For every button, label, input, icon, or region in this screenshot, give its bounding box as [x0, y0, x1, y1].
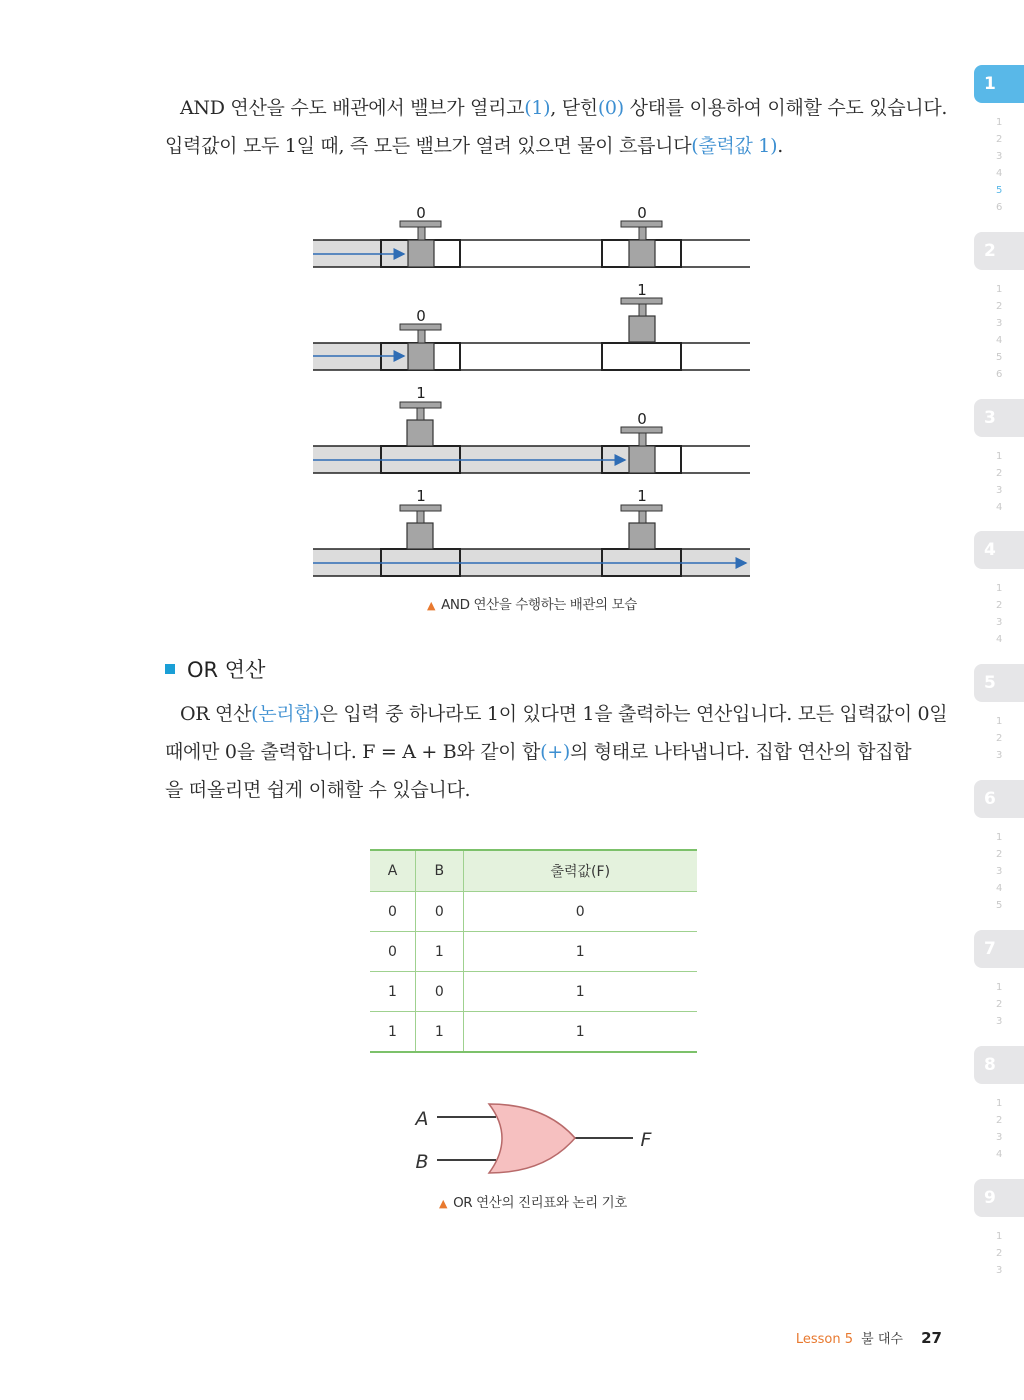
- page-number: 27: [921, 1329, 942, 1347]
- footer-title: 불 대수: [861, 1332, 903, 1347]
- sub-item[interactable]: 1: [996, 117, 1003, 128]
- chapter-3-subs: [996, 448, 1002, 516]
- table-cell: 0: [416, 892, 464, 932]
- or-line-1: OR 연산(논리합)은 입력 중 하나라도 1이 있다면 1을 출력하는 연산입니다. 모든 입력값이 0일: [180, 703, 948, 725]
- sub-item[interactable]: 1: [996, 1231, 1003, 1242]
- chapter-tab-5[interactable]: 5: [974, 664, 1024, 702]
- or-section-heading: OR 연산: [165, 654, 265, 684]
- chapter-tab-7[interactable]: 7: [974, 930, 1024, 968]
- chapter-6-subs: [996, 829, 1002, 914]
- chapter-1-subs: [996, 114, 1002, 216]
- sub-item[interactable]: 2: [996, 999, 1003, 1010]
- valve-label: 0: [637, 204, 647, 222]
- sub-item[interactable]: 2: [996, 849, 1003, 860]
- table-row: [370, 932, 697, 972]
- intro-paragraph: [165, 89, 948, 165]
- table-row: [370, 892, 697, 932]
- gate-caption: ▲ OR 연산의 진리표와 논리 기호: [439, 1195, 627, 1211]
- sub-item[interactable]: 4: [996, 634, 1003, 645]
- sub-item[interactable]: 2: [996, 600, 1003, 611]
- header-a: A: [370, 850, 416, 892]
- chapter-tab-8[interactable]: 8: [974, 1046, 1024, 1084]
- valve-label: 1: [637, 487, 647, 505]
- sub-item[interactable]: 1: [996, 716, 1003, 727]
- gate-output-f: F: [640, 1129, 652, 1151]
- sub-item-active[interactable]: 5: [996, 185, 1003, 196]
- valve-label: 0: [416, 204, 426, 222]
- sub-item[interactable]: 3: [996, 1016, 1003, 1027]
- sub-item[interactable]: 1: [996, 583, 1003, 594]
- pipe-row-3: [313, 384, 750, 473]
- caption-triangle-icon: ▲: [439, 1197, 448, 1210]
- gate-input-b: B: [415, 1151, 429, 1173]
- chapter-4-subs: [996, 580, 1002, 648]
- or-paragraph: [165, 695, 948, 809]
- sub-item[interactable]: 3: [996, 151, 1003, 162]
- chapter-9-subs: [996, 1228, 1002, 1279]
- chapter-tab-2[interactable]: 2: [974, 232, 1024, 270]
- table-row: [370, 972, 697, 1012]
- table-row: [370, 1012, 697, 1053]
- caption-triangle-icon: ▲: [427, 599, 436, 612]
- table-cell: 0: [463, 892, 697, 932]
- chapter-side-nav: [964, 0, 1024, 1400]
- sub-item[interactable]: 4: [996, 1149, 1003, 1160]
- sub-item[interactable]: 1: [996, 451, 1003, 462]
- table-cell: 1: [370, 972, 416, 1012]
- sub-item[interactable]: 3: [996, 485, 1003, 496]
- or-gate-symbol: [400, 1090, 670, 1180]
- sub-item[interactable]: 3: [996, 1132, 1003, 1143]
- intro-line-2: 입력값이 모두 1일 때, 즉 모든 밸브가 열려 있으면 물이 흐릅니다(출력값 1).: [165, 135, 783, 157]
- valve-label: 0: [637, 410, 647, 428]
- sub-item[interactable]: 2: [996, 301, 1003, 312]
- sub-item[interactable]: 3: [996, 318, 1003, 329]
- chapter-5-subs: [996, 713, 1002, 764]
- sub-item[interactable]: 3: [996, 866, 1003, 877]
- sub-item[interactable]: 1: [996, 982, 1003, 993]
- table-cell: 0: [416, 972, 464, 1012]
- square-bullet-icon: [165, 664, 175, 674]
- or-truth-table: [370, 849, 697, 1053]
- sub-item[interactable]: 2: [996, 1248, 1003, 1259]
- or-line-2: 때에만 0을 출력합니다. F = A + B와 같이 합(+)의 형태로 나타냅니다. 집합 연산의 합집합: [165, 741, 912, 763]
- valve-label: 0: [416, 307, 426, 325]
- sub-item[interactable]: 3: [996, 750, 1003, 761]
- sub-item[interactable]: 2: [996, 134, 1003, 145]
- chapter-7-subs: [996, 979, 1002, 1030]
- pipe-row-2: [313, 281, 750, 370]
- sub-item[interactable]: 4: [996, 883, 1003, 894]
- table-cell: 1: [463, 932, 697, 972]
- sub-item[interactable]: 5: [996, 900, 1003, 911]
- header-b: B: [416, 850, 464, 892]
- sub-item[interactable]: 6: [996, 369, 1003, 380]
- table-cell: 1: [416, 1012, 464, 1053]
- chapter-2-subs: [996, 281, 1002, 383]
- or-line-3: 을 떠올리면 쉽게 이해할 수 있습니다.: [165, 779, 471, 801]
- sub-item[interactable]: 1: [996, 284, 1003, 295]
- sub-item[interactable]: 6: [996, 202, 1003, 213]
- table-header-row: [370, 850, 697, 892]
- chapter-tab-6[interactable]: 6: [974, 780, 1024, 818]
- or-gate-shape: [489, 1104, 575, 1173]
- sub-item[interactable]: 3: [996, 617, 1003, 628]
- valve-label: 1: [637, 281, 647, 299]
- gate-input-a: A: [415, 1108, 429, 1130]
- pipe-row-1: [313, 204, 750, 267]
- sub-item[interactable]: 1: [996, 832, 1003, 843]
- valve-label: 1: [416, 487, 426, 505]
- sub-item[interactable]: 3: [996, 1265, 1003, 1276]
- valve-label: 1: [416, 384, 426, 402]
- table-cell: 0: [370, 932, 416, 972]
- table-cell: 1: [463, 1012, 697, 1053]
- sub-item[interactable]: 2: [996, 1115, 1003, 1126]
- chapter-8-subs: [996, 1095, 1002, 1163]
- pipe-figure: [300, 195, 770, 590]
- footer-lesson: Lesson 5: [795, 1332, 854, 1347]
- sub-item[interactable]: 4: [996, 168, 1003, 179]
- pipe-row-4: [313, 487, 750, 576]
- sub-item[interactable]: 2: [996, 468, 1003, 479]
- chapter-tab-9[interactable]: 9: [974, 1179, 1024, 1217]
- sub-item[interactable]: 4: [996, 502, 1003, 513]
- sub-item[interactable]: 4: [996, 335, 1003, 346]
- intro-line-1: AND 연산을 수도 배관에서 밸브가 열리고(1), 닫힌(0) 상태를 이용하여 이해할 수도 있습니다.: [180, 97, 948, 119]
- sub-item[interactable]: 1: [996, 1098, 1003, 1109]
- table-cell: 1: [416, 932, 464, 972]
- chapter-tab-1[interactable]: 1: [974, 65, 1024, 103]
- sub-item[interactable]: 2: [996, 733, 1003, 744]
- pipe-figure-caption: ▲ AND 연산을 수행하는 배관의 모습: [427, 597, 637, 613]
- chapter-tab-4[interactable]: 4: [974, 531, 1024, 569]
- table-cell: 1: [370, 1012, 416, 1053]
- sub-item[interactable]: 5: [996, 352, 1003, 363]
- table-cell: 1: [463, 972, 697, 1012]
- page-footer: [796, 1328, 942, 1347]
- table-cell: 0: [370, 892, 416, 932]
- chapter-tab-3[interactable]: 3: [974, 399, 1024, 437]
- header-f: 출력값(F): [463, 850, 697, 892]
